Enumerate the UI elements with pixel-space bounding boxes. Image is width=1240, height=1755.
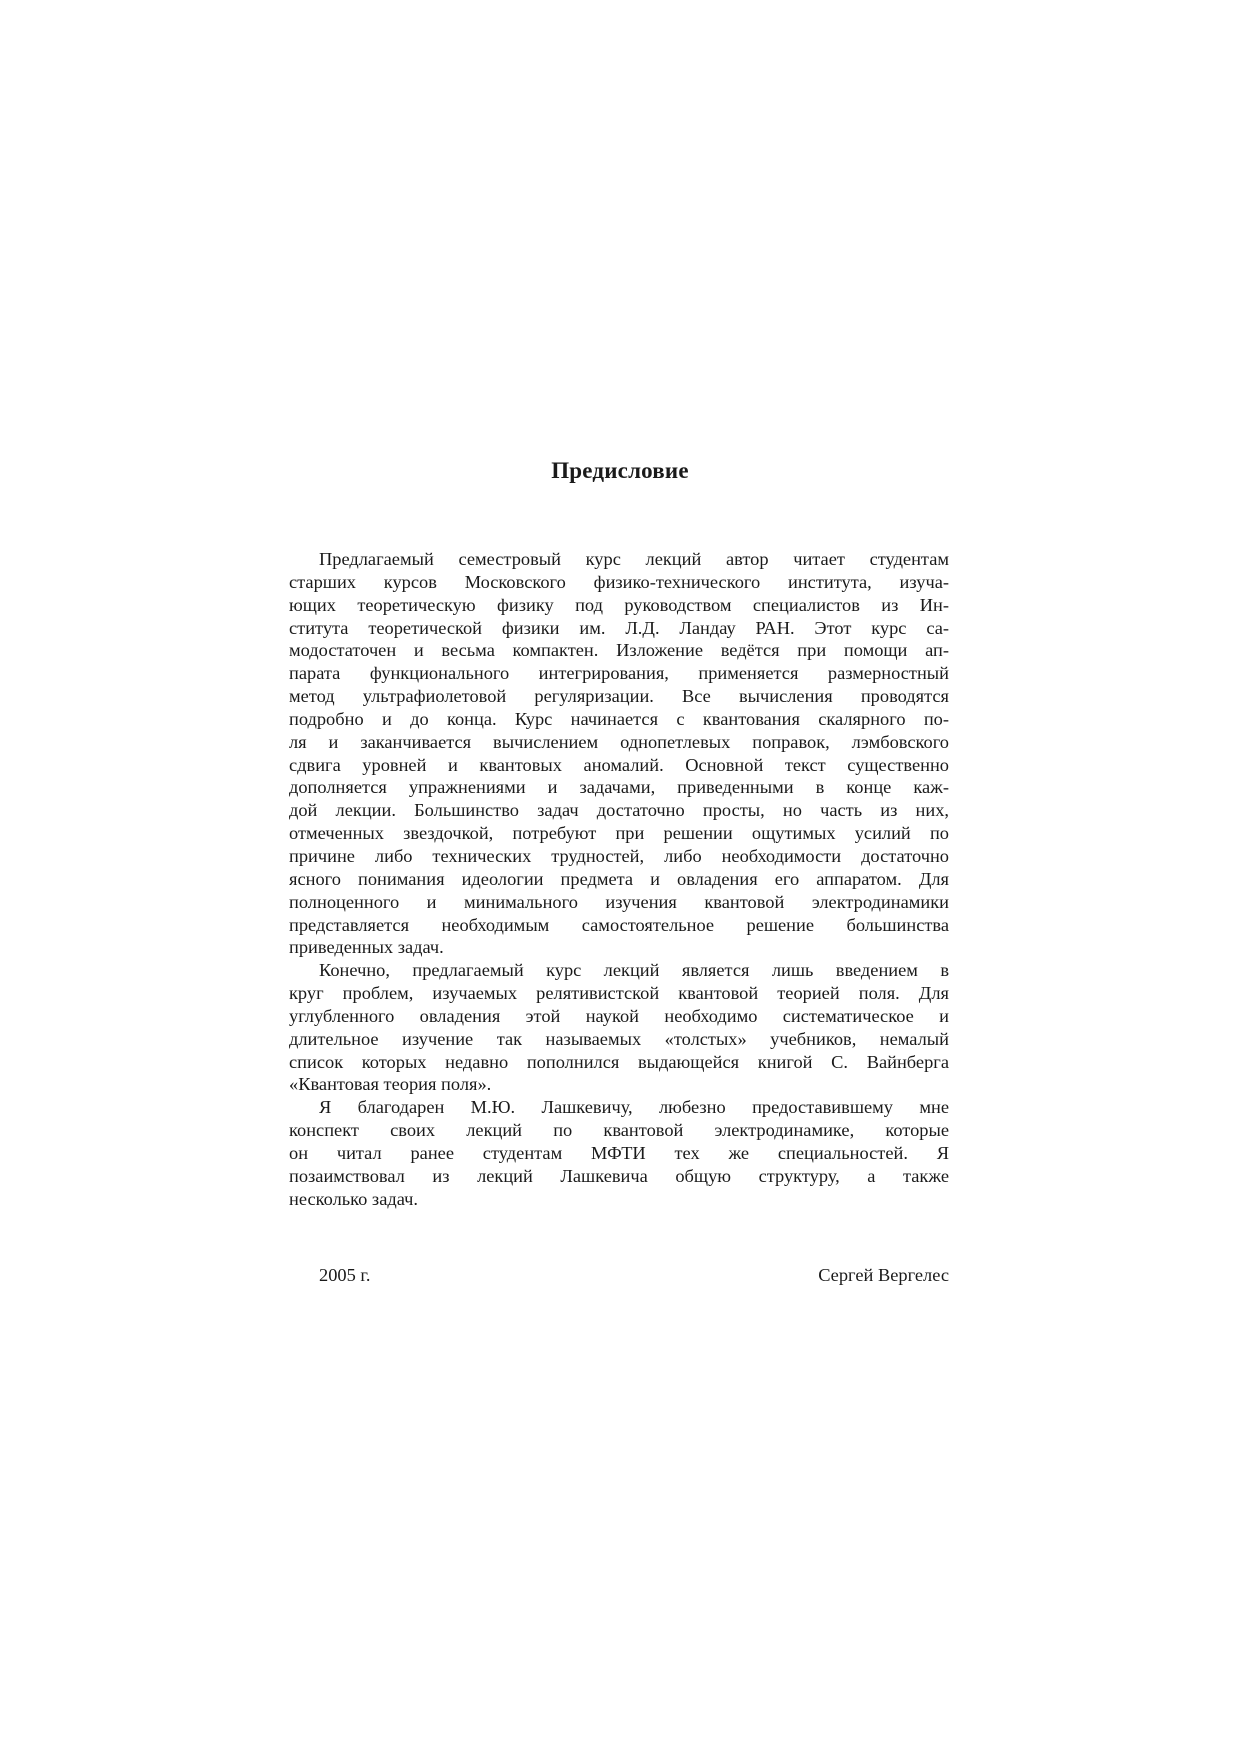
text-line: несколько задач. <box>289 1188 418 1209</box>
text-line: старших курсов Московского физико-технического института, изуча- <box>289 571 949 592</box>
page-title: Предисловие <box>551 458 689 483</box>
text-line: ститута теоретической физики им. Л.Д. Ландау РАН. Этот курс са- <box>289 617 949 638</box>
text-line: представляется необходимым самостоятельное решение большинства <box>289 914 949 935</box>
text-line: круг проблем, изучаемых релятивистской квантовой теорией поля. Для <box>289 983 949 1004</box>
text-line: дополняется упражнениями и задачами, приведенными в конце каж- <box>289 777 949 798</box>
text-line: дой лекции. Большинство задач достаточно просты, но часть из них, <box>289 800 949 821</box>
text-line: Я благодарен М.Ю. Лашкевичу, любезно предоставившему мне <box>319 1097 949 1118</box>
text-line: ющих теоретическую физику под руководством специалистов из Ин- <box>289 594 949 615</box>
paragraph-1 <box>289 548 949 959</box>
text-line: отмеченных звездочкой, потребуют при решении ощутимых усилий по <box>289 823 949 844</box>
text-line: метод ультрафиолетовой регуляризации. Все вычисления проводятся <box>289 686 949 707</box>
text-line: позаимствовал из лекций Лашкевича общую структуру, а также <box>289 1165 949 1186</box>
text-line: углубленного овладения этой наукой необходимо систематическое и <box>289 1005 949 1026</box>
text-line: приведенных задач. <box>289 937 444 958</box>
text-line: он читал ранее студентам МФТИ тех же специальностей. Я <box>289 1142 949 1163</box>
text-line: причине либо технических трудностей, либо необходимости достаточно <box>289 845 949 866</box>
text-line: Предлагаемый семестровый курс лекций автор читает студентам <box>319 549 949 569</box>
text-line: подробно и до конца. Курс начинается с квантования скалярного по- <box>289 708 949 729</box>
text-line: сдвига уровней и квантовых аномалий. Основной текст существенно <box>289 754 949 775</box>
text-line: Конечно, предлагаемый курс лекций является лишь введением в <box>319 960 949 981</box>
signature-author: Сергей Вергелес <box>818 1265 949 1285</box>
text-line: конспект своих лекций по квантовой электродинамике, которые <box>289 1120 949 1141</box>
text-line: длительное изучение так называемых «толстых» учебников, немалый <box>289 1028 949 1049</box>
text-line: список которых недавно пополнился выдающейся книгой С. Вайнберга <box>289 1051 949 1072</box>
preface-body <box>289 548 949 1210</box>
text-line: парата функционального интегрирования, применяется размерностный <box>289 663 949 684</box>
text-line: ля и заканчивается вычислением однопетлевых поправок, лэмбовского <box>289 731 949 752</box>
text-line: ясного понимания идеологии предмета и овладения его аппаратом. Для <box>289 868 949 889</box>
paragraph-3 <box>289 1096 949 1210</box>
text-line: модостаточен и весьма компактен. Изложение ведётся при помощи ап- <box>289 640 949 661</box>
text-line: «Квантовая теория поля». <box>289 1074 492 1095</box>
signature-date: 2005 г. <box>319 1265 371 1285</box>
text-line: полноценного и минимального изучения квантовой электродинамики <box>289 891 949 912</box>
paragraph-2 <box>289 959 949 1096</box>
